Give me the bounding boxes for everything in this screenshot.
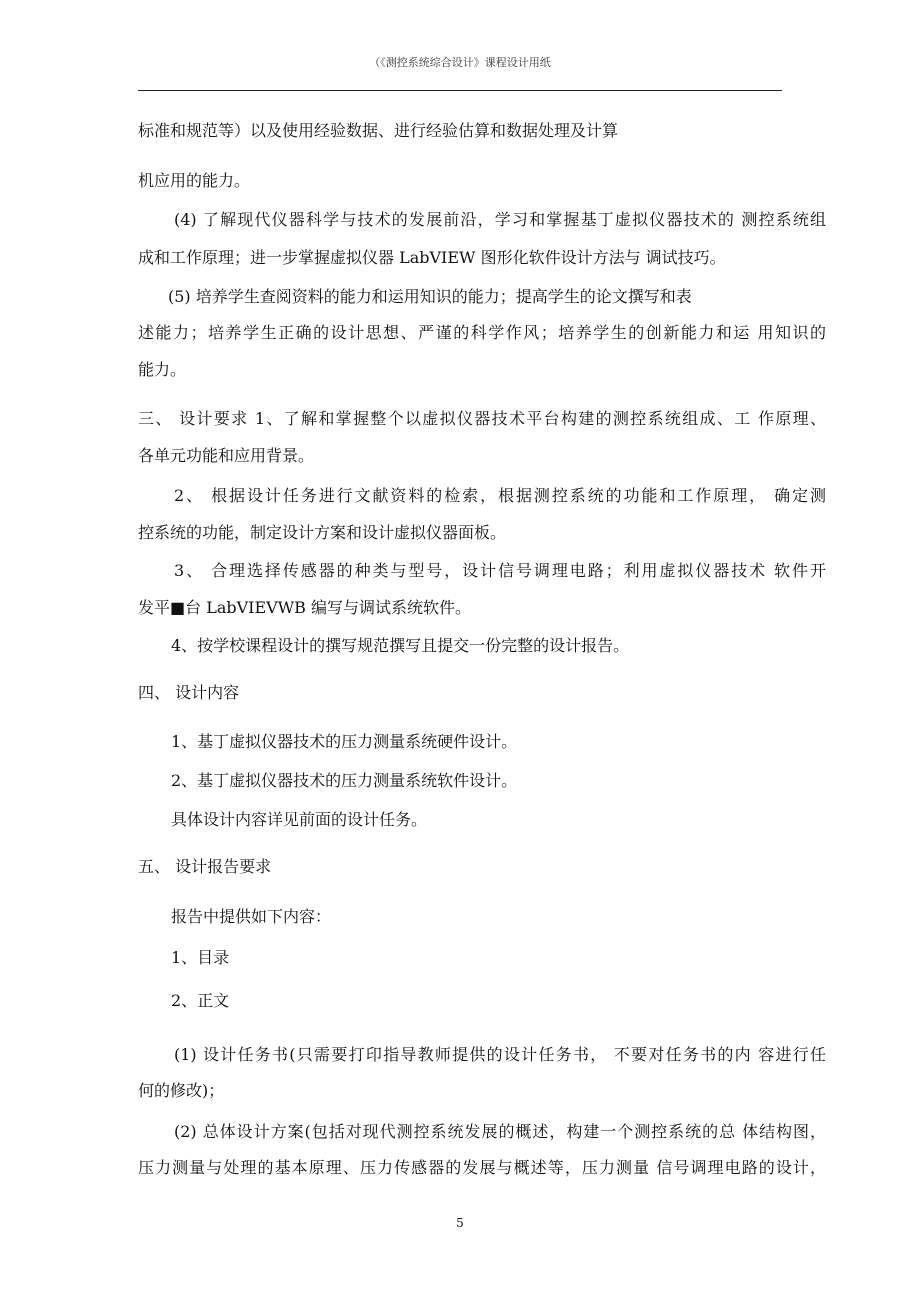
- text-line: 述能力；培养学生正确的设计思想、严谨的科学作风；培养学生的创新能力和运 用知识的: [138, 323, 826, 342]
- text-line: (4) 了解现代仪器科学与技术的发展前沿，学习和掌握基丁虚拟仪器技术的 测控系统组: [174, 210, 826, 229]
- section-heading-4: 四、 设计内容: [138, 683, 240, 702]
- text-line: 报告中提供如下内容：: [171, 907, 332, 926]
- text-line: 1、目录: [171, 948, 230, 967]
- text-line: 2、正文: [171, 991, 230, 1010]
- text-line: 3、 合理选择传感器的种类与型号，设计信号调理电路；利用虚拟仪器技术 软件开: [174, 561, 826, 580]
- text-line: (5) 培养学生查阅资料的能力和运用知识的能力；提高学生的论文撰写和表: [168, 287, 692, 306]
- text-line: 能力。: [138, 360, 187, 379]
- text-line: 压力测量与处理的基本原理、压力传感器的发展与概述等，压力测量 信号调理电路的设计，: [138, 1158, 826, 1177]
- section-heading-3: 三、 设计要求 1、了解和掌握整个以虚拟仪器技术平台构建的测控系统组成、工 作原理、: [138, 409, 826, 428]
- text-line: 发平■台 LabVIEVWB 编写与调试系统软件。: [138, 598, 472, 617]
- text-line: 1、基丁虚拟仪器技术的压力测量系统硬件设计。: [171, 732, 518, 751]
- text-line: 何的修改)；: [138, 1081, 225, 1100]
- page-number: 5: [456, 1216, 464, 1230]
- text-line: 具体设计内容详见前面的设计任务。: [171, 810, 428, 829]
- text-line: 各单元功能和应用背景。: [138, 446, 315, 465]
- text-line: 机应用的能力。: [138, 171, 251, 190]
- text-line: 2、基丁虚拟仪器技术的压力测量系统软件设计。: [171, 771, 518, 790]
- page-header: （《测控系统综合设计》课程设计用纸: [369, 56, 551, 69]
- text-line: (2) 总体设计方案(包括对现代测控系统发展的概述，构建一个测控系统的总 体结构图，: [174, 1122, 826, 1141]
- text-line: 成和工作原理；进一步掌握虚拟仪器 LabVIEW 图形化软件设计方法与 调试技巧。: [138, 248, 726, 267]
- text-line: (1) 设计任务书(只需要打印指导教师提供的设计任务书， 不要对任务书的内 容进行任: [174, 1045, 826, 1064]
- text-line: 2、 根据设计任务进行文献资料的检索，根据测控系统的功能和工作原理， 确定测: [174, 486, 826, 505]
- section-heading-5: 五、 设计报告要求: [138, 857, 272, 876]
- header-rule: [138, 90, 782, 91]
- text-line: 4、按学校课程设计的撰写规范撰写且提交一份完整的设计报告。: [171, 636, 630, 655]
- text-line: 标准和规范等）以及使用经验数据、进行经验估算和数据处理及计算: [138, 121, 619, 140]
- text-line: 控系统的功能，制定设计方案和设计虚拟仪器面板。: [138, 523, 507, 542]
